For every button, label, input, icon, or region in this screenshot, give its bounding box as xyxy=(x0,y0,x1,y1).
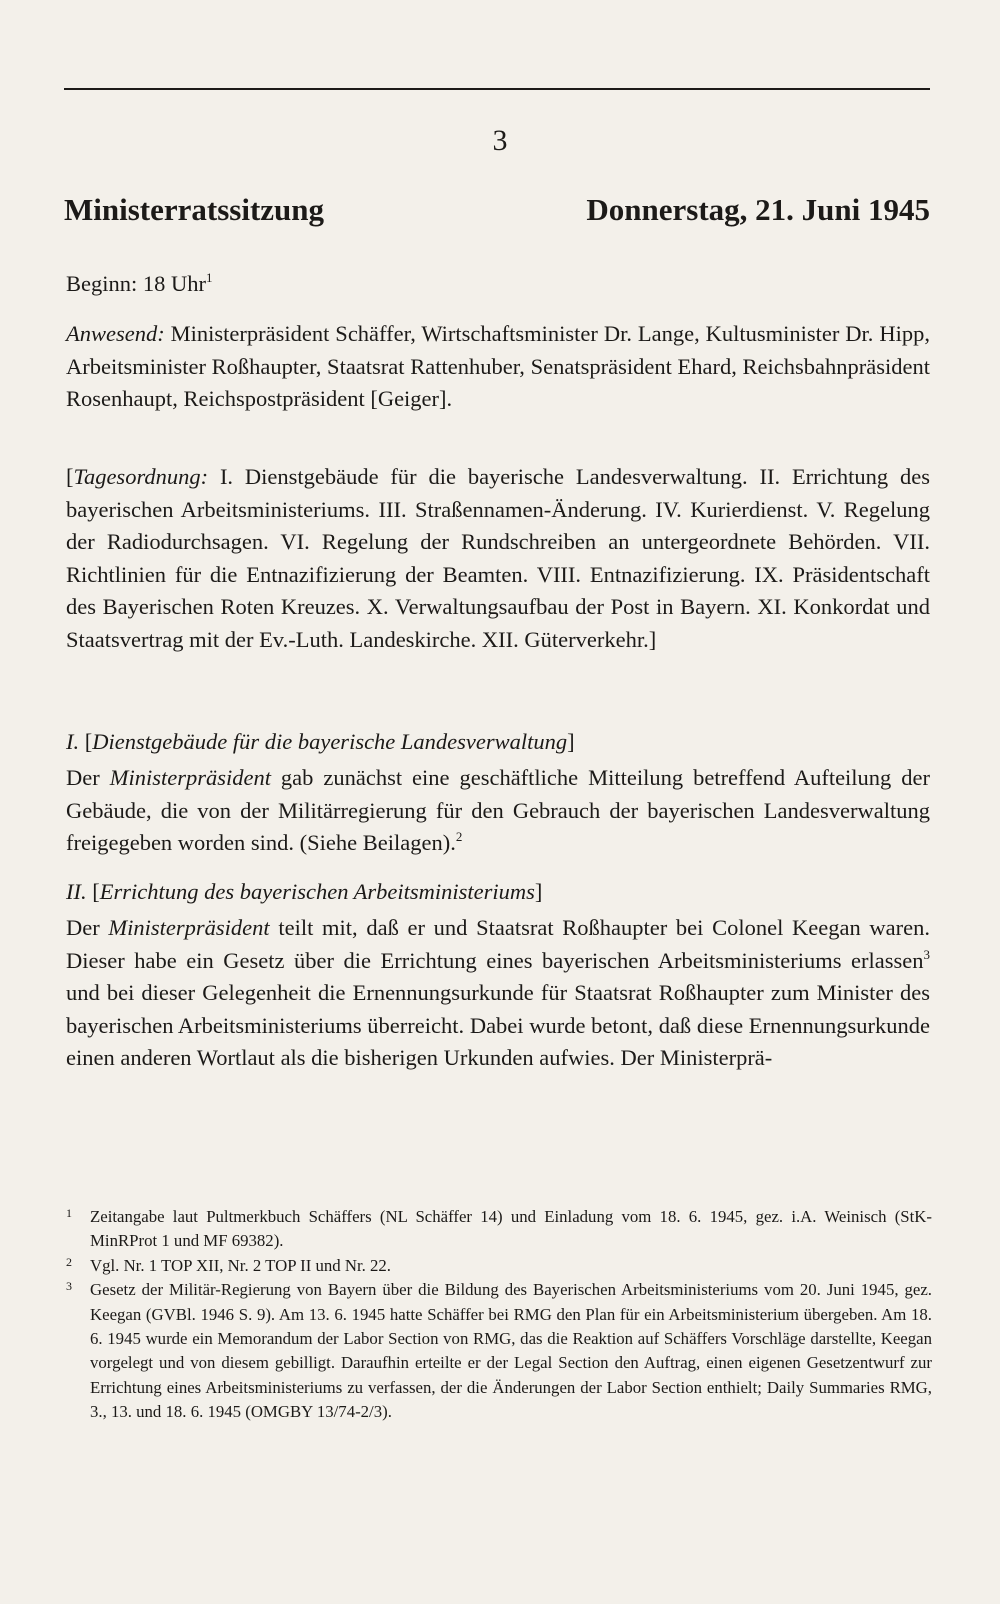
section-2-speaker: Ministerpräsident xyxy=(108,915,270,940)
section-title-1: Dienstgebäude für die bayerische Landesverwaltung xyxy=(92,729,568,754)
footnote-mark: 3 xyxy=(66,1279,72,1294)
attendees-text: Ministerpräsident Schäffer, Wirtschaftsminister Dr. Lange, Kultusminister Dr. Hipp, Arbeitsminister Roßhaupter, Staatsrat Rattenhuber, Senatspräsident Ehard, Reichsbahnpräsident Rosenhaupt, Reichspostpräsident [Geiger]. xyxy=(66,321,930,411)
footnote-text: Vgl. Nr. 1 TOP XII, Nr. 2 TOP II und Nr. 22. xyxy=(90,1255,391,1275)
bracket-open: [ xyxy=(92,879,100,904)
agenda-bracket: [ xyxy=(66,464,74,489)
section-2-text-a: teilt mit, daß er und Staatsrat Roßhaupter bei Colonel Keegan waren. Dieser habe ein Gesetz über die Errichtung eines bayerischen Arbeitsministeriums erlassen xyxy=(66,915,930,973)
bracket-close: ] xyxy=(534,879,543,904)
footnote-mark: 2 xyxy=(66,1254,72,1269)
session-date: Donnerstag, 21. Juni 1945 xyxy=(586,192,930,227)
footnote-3 xyxy=(66,1278,932,1424)
attendees-label: Anwesend: xyxy=(66,321,165,346)
section-2-paragraph xyxy=(66,912,930,1075)
footnote-1 xyxy=(66,1205,932,1254)
section-heading-2 xyxy=(66,876,930,908)
title-row xyxy=(64,190,930,230)
section-numeral-2: II. xyxy=(66,879,87,904)
agenda-label: Tagesordnung: xyxy=(73,464,209,489)
footnote-ref-3: 3 xyxy=(923,946,930,962)
footnote-text: Zeitangabe laut Pultmerkbuch Schäffers (NL Schäffer 14) und Einladung vom 18. 6. 1945, gez. i.A. Weinisch (StK-MinRProt 1 und MF 69382). xyxy=(90,1207,932,1251)
footnote-text: Gesetz der Militär-Regierung von Bayern über die Bildung des Bayerischen Arbeitsministeriums vom 20. Juni 1945, gez. Keegan (GVBl. 1946 S. 9). Am 13. 6. 1945 hatte Schäffer bei RMG den Plan für ein Arbeitsministerium übergeben. Am 18. 6. 1945 wurde ein Memorandum der Labor Section von RMG, das die Reaktion auf Schäffers Vorschläge darstellte, Keegan vorgelegt und von diesem gebilligt. Daraufhin erteilte er der Legal Section den Auftrag, einen eigenen Gesetzentwurf zur Errichtung eines Arbeitsministeriums zu verfassen, der die Änderungen der Labor Section enthielt; Daily Summaries RMG, 3., 13. und 18. 6. 1945 (OMGBY 13/74-2/3). xyxy=(90,1280,932,1422)
section-1-text-start: Der xyxy=(66,765,110,790)
footnote-ref-1: 1 xyxy=(206,270,213,285)
section-2-text-start: Der xyxy=(66,915,109,940)
section-title-2: Errichtung des bayerischen Arbeitsministeriums xyxy=(99,879,535,904)
start-time-text: Beginn: 18 Uhr xyxy=(66,271,206,296)
section-1-speaker: Ministerpräsident xyxy=(109,765,271,790)
footnotes xyxy=(66,1205,932,1425)
footnote-ref-2: 2 xyxy=(455,829,463,844)
agenda-paragraph xyxy=(66,461,930,656)
start-time xyxy=(66,268,930,301)
footnote-2 xyxy=(66,1254,932,1278)
section-heading-1 xyxy=(66,726,930,758)
header-rule xyxy=(64,88,930,90)
document-number: 3 xyxy=(492,124,508,157)
bracket-close: ] xyxy=(567,729,575,754)
section-1-paragraph xyxy=(66,762,930,860)
section-2-text-b: und bei dieser Gelegenheit die Ernennungsurkunde für Staatsrat Roßhaupter zum Minister des bayerischen Arbeitsministeriums überreicht. Dabei wurde betont, daß diese Ernennungsurkunde einen anderen Wortlaut als die bisherigen Urkunden aufwies. Der Ministerprä- xyxy=(66,980,930,1070)
footnote-mark: 1 xyxy=(66,1206,72,1220)
section-numeral-1: I. xyxy=(66,729,80,754)
section-1-text: gab zunächst eine geschäftliche Mitteilung betreffend Aufteilung der Gebäude, die von der Militärregierung für den Gebrauch der bayerischen Landesverwaltung freigegeben worden sind. (Siehe Beilagen). xyxy=(66,765,930,855)
bracket-open: [ xyxy=(84,729,93,754)
agenda-text: I. Dienstgebäude für die bayerische Landesverwaltung. II. Errichtung des bayerischen Arbeitsministeriums. III. Straßennamen-Änderung. IV. Kurierdienst. V. Regelung der Radiodurchsagen. VI. Regelung der Rundschreiben an untergeordnete Behörden. VII. Richtlinien für die Entnazifizierung der Beamten. VIII. Entnazifizierung. IX. Präsidentschaft des Bayerischen Roten Kreuzes. X. Verwaltungsaufbau der Post in Bayern. XI. Konkordat und Staatsvertrag mit der Ev.-Luth. Landeskirche. XII. Güterverkehr.] xyxy=(66,464,930,652)
attendees-paragraph xyxy=(66,318,930,416)
session-title: Ministerratssitzung xyxy=(64,192,325,227)
